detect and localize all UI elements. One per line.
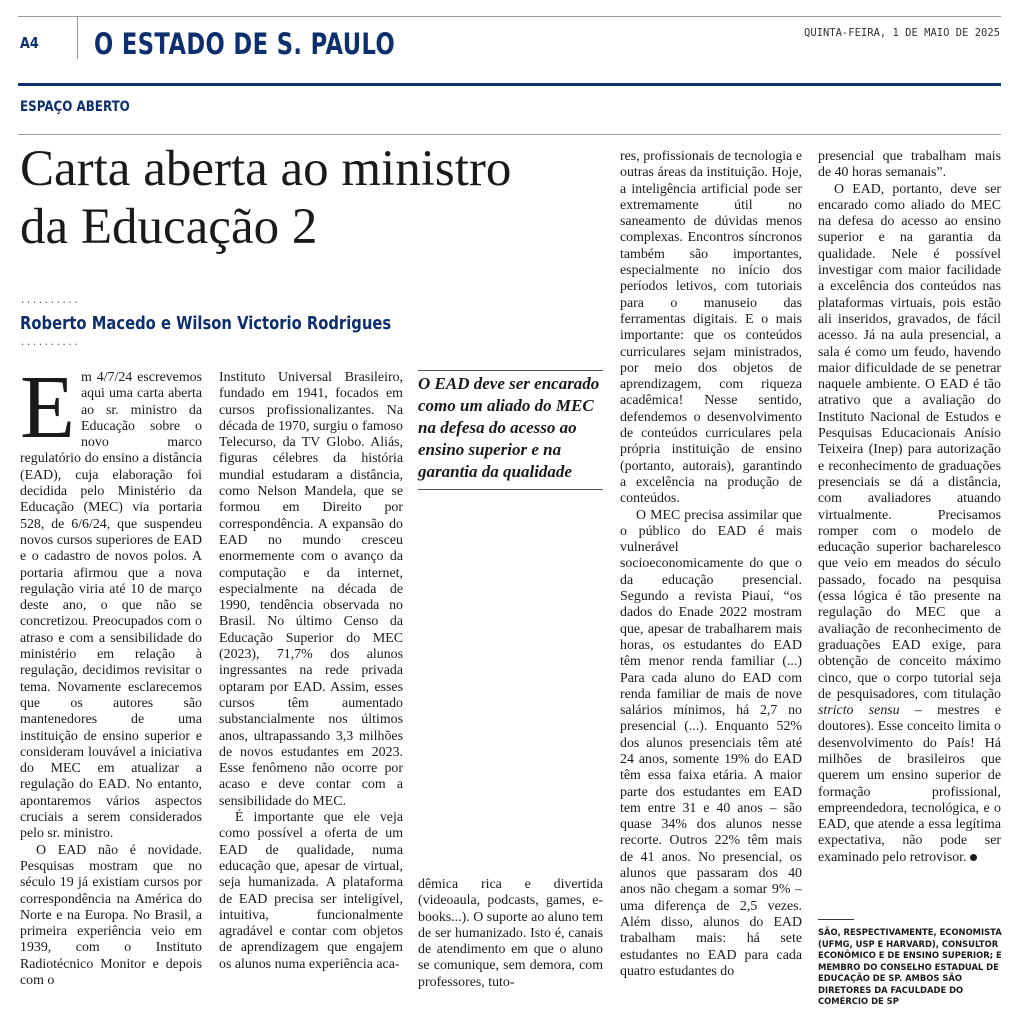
end-mark-icon [970,854,977,861]
byline: Roberto Macedo e Wilson Victorio Rodrigues [20,313,392,334]
paragraph-text: – mestres e doutores). Esse conceito limita o desenvolvimento do País! Há milhões de brasileiros que querem um ensino superior de formação profissional, empreendedora, tecnológica, e o EAD, que atende a essa legítima expectativa, não pode ser examinado pelo retrovisor. [818,703,1001,865]
byline-dots-bottom: .......... [20,338,80,348]
paragraph: O EAD não é novidade. Pesquisas mostram que no século 19 já existiam cursos por correspondência na América do Norte e na Europa. No Brasil, a primeira experiência veio em 1939, com o Instituto Radiotécnico Monitor e depois com o [20,842,202,988]
masthead: O ESTADO DE S. PAULO [94,27,396,61]
italic-term: stricto sensu [818,703,900,719]
paragraph: res, profissionais de tecnologia e outras áreas da instituição. Hoje, a inteligência artificial pode ser extremamente útil no saneamento de dúvidas menos complexas. Encontros síncronos também são importantes, especialmente no início dos períodos letivos, com tutoriais para o manuseio das ferramentas digitais. E o mais importante: que os conteúdos curriculares sejam ministrados, por meio dos objetos de aprendizagem, com riqueza acadêmica! Nesse sentido, defendemos o desenvolvimento de conteúdos curriculares pela própria instituição de ensino (portanto, autorais), garantindo a excelência na produção de conteúdos. [620,149,802,507]
article-title-line-1: Carta aberta ao ministro [20,141,512,197]
paragraph: O MEC precisa assimilar que o público do EAD é mais vulnerável socioeconomicamente do que o da educação presencial. Segundo a revista Piauí, “os dados do Enade 2022 mostram que, apesar de trabalharem mais horas, os estudantes do EAD têm menor renda familiar (...) Para cada aluno do EAD com renda familiar de mais de nove salários mínimos, há 2,7 no presencial (...). Enquanto 52% dos alunos presenciais têm até 24 anos, somente 19% do EAD têm essa faixa etária. A maior parte dos estudantes em EAD tem entre 31 e 40 anos – são quase 34% dos alunos nesse recorte. Outros 22% têm mais de 41 anos. No presencial, os alunos que passaram dos 40 anos não chegam a somar 9% – uma diferença de 2,5 vezes. Além disso, alunos do EAD trabalham mais: há sete estudantes no EAD para cada quatro estudantes do [620,507,802,979]
paragraph: É importante que ele veja como possível a oferta de um EAD de qualidade, numa educação que, apesar de virtual, seja humanizada. A plataforma de EAD precisa ser inteligível, intuitiva, funcionalmente agradável e contar com objetos de aprendizagem que engajem os alunos numa experiência aca- [219,810,403,972]
drop-cap: E [20,358,75,457]
byline-dots-top: .......... [20,296,80,306]
paragraph-text: m 4/7/24 escrevemos aqui uma carta aberta ao sr. ministro da Educação sobre o novo marco regulatório do ensino a distância (EAD), cuja elaboração foi decidida pelo Ministério da Educação (MEC) via portaria 528, de 6/6/24, que suspendeu novos cursos superiores de EAD e o cadastro de novos polos. A portaria afirmou que a nova regulação viria até 10 de março deste ano, o que não se concretizou. Preocupados com o atraso e com a sensibilidade do ministério em relação à regulação, decidimos revisitar o tema. Novamente esclarecemos que os autores são mantenedores de uma instituição de ensino superior e consideram louvável a iniciativa do MEC em atualizar a regulação do EAD. No entanto, apontaremos vários aspectos cruciais a serem considerados pelo sr. ministro. [20,370,202,842]
pull-quote-text: O EAD deve ser encarado como um aliado do MEC na defesa do acesso ao ensino superior e na garantia da qualidade [418,374,600,481]
paragraph: Instituto Universal Brasileiro, fundado em 1941, focados em cursos profissionalizantes. Na década de 1970, surgiu o famoso Telecurso, da TV Globo. Aliás, figuras célebres da história mundial estudaram a distância, como Nelson Mandela, que se formou em Direito por correspondência. A expansão do EAD no mundo cresceu enormemente com o avanço da computação e da internet, especialmente na década de 1990, tendência observada no Brasil. No último Censo da Educação Superior do MEC (2023), 71,7% dos alunos ingressantes na rede privada optaram por EAD. Assim, esses cursos têm aumentado substancialmente nos últimos anos, ultrapassando 3,3 milhões de novos estudantes em 2023. Esse fenômeno não ocorre por acaso e deve contar com a sensibilidade do MEC. [219,370,403,809]
section-label: ESPAÇO ABERTO [20,99,130,115]
article-column-1 [20,358,202,989]
paragraph: dêmica rica e divertida (videoaula, podcasts, games, e-books...). O suporte ao aluno tem de ser humanizado. Isto é, canais de atendimento em que o aluno se comunique, sem demora, com professores, tuto- [418,877,603,990]
author-bio: SÃO, RESPECTIVAMENTE, ECONOMISTA (UFMG, USP E HARVARD), CONSULTOR ECONÔMICO E DE ENSINO SUPERIOR; E MEMBRO DO CONSELHO ESTADUAL DE EDUCAÇÃO DE SP. AMBOS SÃO DIRETORES DA FACULDADE DO COMÉRCIO DE SP [818,927,1002,1006]
section-rule [18,134,1001,135]
article-title-line-2: da Educação 2 [20,199,318,255]
masthead-rule [18,83,1001,86]
paragraph: presencial que trabalham mais de 40 horas semanais”. [818,149,1001,181]
article-title [20,140,610,256]
article-column-2 [219,370,403,973]
paragraph-text: O EAD, portanto, deve ser encarado como aliado do MEC na defesa do acesso ao ensino superior e na garantia da qualidade. Nele é possível investigar com maior facilidade a excelência dos conteúdos nas plataformas virtuais, pois estão ali inseridos, gravados, de fácil acesso. Já na aula presencial, a sala é como um feudo, havendo maior dificuldade de se penetrar naquele ambiente. O EAD é tão atrativo que a avaliação do Instituto Nacional de Estudos e Pesquisas Educacionais Anísio Teixeira (Inep) para autorização e reconhecimento de graduações presenciais se dá a distância, com avaliadores atuando virtualmente. Precisamos romper com o modelo de educação superior bacharelesco que veio em meados do século passado, focado na pesquisa (essa lógica é tão presente na regulação do MEC que a avaliação de reconhecimento de graduações EAD exige, para obtenção de conceito máximo cinco, que o corpo tutorial seja de pesquisadores, com titulação [818,181,1001,702]
article-column-3 [418,877,603,991]
article-column-5 [818,149,1001,866]
header-divider [77,17,78,59]
paragraph [20,358,202,843]
page-number: A4 [20,34,39,52]
publication-date: QUINTA-FEIRA, 1 DE MAIO DE 2025 [804,27,1000,39]
paragraph [818,182,1001,866]
article-column-4 [620,149,802,980]
top-rule [18,16,1001,17]
pull-quote [418,370,603,490]
bio-rule [818,919,854,920]
